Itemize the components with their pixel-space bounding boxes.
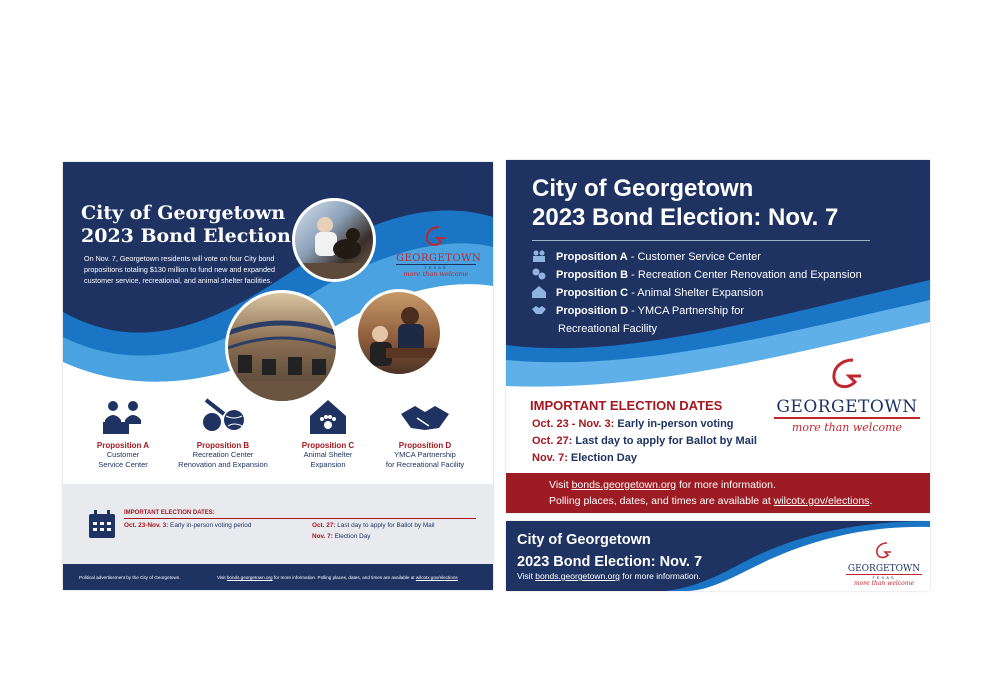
flyer-title-line1: City of Georgetown: [81, 202, 286, 224]
bond-election-banner: [506, 521, 930, 591]
calendar-icon: [88, 510, 118, 540]
footer-wilcotx-link[interactable]: wilcotx.gov/elections: [415, 575, 458, 580]
flyer-footer: [63, 564, 493, 590]
flyer-footer-disclaimer: Political advertisement by the City of Georgetown.: [79, 575, 181, 580]
proposition-d-line1: YMCA Partnership: [394, 450, 456, 459]
person-with-dog-image: [295, 201, 373, 279]
card-date-3: [532, 452, 637, 464]
date-3-key: Nov. 7:: [312, 533, 333, 540]
card-prop-c: [532, 284, 763, 302]
people-desk-icon: [83, 398, 163, 436]
banner-bonds-link[interactable]: bonds.georgetown.org: [535, 571, 620, 581]
card-date-3-text: Election Day: [567, 452, 637, 464]
date-2-key: Oct. 27:: [312, 522, 336, 529]
people-icon: [532, 250, 546, 262]
balls-icon: [532, 268, 546, 280]
card-info2-post: .: [869, 495, 873, 507]
card-title-line1: City of Georgetown: [532, 175, 754, 202]
proposition-b-title: Proposition B: [196, 441, 250, 450]
card-prop-a: [532, 248, 761, 266]
proposition-c: [291, 398, 365, 470]
card-date-2: [532, 435, 757, 447]
proposition-a-title: Proposition A: [96, 441, 150, 450]
flyer-date-3: [312, 533, 371, 540]
proposition-d: [373, 398, 477, 470]
gym-interior-image: [228, 293, 336, 401]
card-info-line2: [549, 493, 872, 509]
card-prop-a-text: - Customer Service Center: [627, 251, 761, 263]
paw-house-icon: [291, 398, 365, 436]
flyer-footer-visit: [217, 575, 458, 580]
card-prop-b: [532, 266, 862, 284]
card-prop-b-key: Proposition B: [556, 269, 629, 281]
card-title-rule: [532, 240, 870, 241]
handshake-icon: [532, 304, 546, 316]
georgetown-g-logo-icon: [872, 541, 896, 559]
banner-logo-wordmark: GEORGETOWN: [847, 564, 921, 574]
card-title: [532, 174, 912, 232]
banner-visit-text: [517, 571, 701, 581]
banner-title: [517, 529, 702, 573]
date-1-key: Oct. 23-Nov. 3:: [124, 522, 169, 529]
handshake-icon: [373, 398, 477, 436]
logo-tagline: more than welcome: [403, 270, 469, 278]
card-prop-d-key: Proposition D: [556, 305, 629, 317]
card-bonds-link[interactable]: bonds.georgetown.org: [571, 479, 677, 491]
date-2-text: Last day to apply for Ballot by Mail: [335, 522, 435, 529]
flyer-date-1: [124, 522, 251, 529]
flyer-date-2: [312, 522, 435, 529]
card-date-1-key: Oct. 23 - Nov. 3:: [532, 418, 615, 430]
card-prop-c-key: Proposition C: [556, 287, 629, 299]
proposition-a: [83, 398, 163, 470]
dates-divider: [124, 518, 476, 519]
photo-animal-shelter: [292, 198, 376, 282]
card-prop-a-key: Proposition A: [556, 251, 628, 263]
bond-election-card: [506, 160, 930, 513]
flyer-georgetown-logo: [396, 224, 482, 278]
card-title-line2: 2023 Bond Election: Nov. 7: [532, 204, 839, 231]
card-date-2-key: Oct. 27:: [532, 435, 573, 447]
house-icon: [532, 286, 546, 298]
proposition-c-line2: Expansion: [310, 460, 346, 469]
flyer-title-line2: 2023 Bond Election: [81, 225, 291, 247]
bond-election-flyer: [63, 162, 493, 590]
card-date-2-text: Last day to apply for Ballot by Mail: [572, 435, 757, 447]
georgetown-g-logo-icon: [421, 224, 451, 248]
card-prop-c-text: - Animal Shelter Expansion: [628, 287, 764, 299]
proposition-d-title: Proposition D: [398, 441, 452, 450]
flyer-dates-heading: IMPORTANT ELECTION DATES:: [124, 510, 215, 516]
card-prop-d-line2: Recreational Facility: [558, 323, 658, 335]
banner-title-line2: 2023 Bond Election: Nov. 7: [517, 554, 703, 570]
date-1-text: Early in-person voting period: [168, 522, 252, 529]
card-georgetown-logo: [774, 356, 920, 434]
proposition-b: [168, 394, 278, 470]
banner-visit-post: for more information.: [619, 571, 701, 581]
proposition-d-line2: for Recreational Facility: [385, 460, 465, 469]
photo-recreation-center: [225, 290, 339, 404]
proposition-b-line2: Renovation and Expansion: [178, 460, 268, 469]
card-info-post: for more information.: [676, 479, 776, 491]
card-date-1: [532, 418, 734, 430]
logo-state: TEXAS: [424, 265, 448, 270]
card-logo-tagline: more than welcome: [791, 421, 903, 434]
proposition-a-line2: Service Center: [98, 460, 148, 469]
card-date-1-text: Early in-person voting: [614, 418, 734, 430]
card-info-pre: Visit: [549, 479, 572, 491]
georgetown-g-logo-icon: [825, 356, 869, 392]
card-dates-heading: IMPORTANT ELECTION DATES: [530, 398, 723, 413]
proposition-c-line1: Animal Shelter: [303, 450, 353, 459]
card-prop-d-text: - YMCA Partnership for: [628, 305, 745, 317]
flyer-dates-panel: [63, 484, 493, 564]
flyer-intro-text: On Nov. 7, Georgetown residents will vote on four City bond propositions totaling $130 million to fund new and expanded customer service, recreational, and animal shelter facilities.: [84, 254, 276, 285]
card-prop-d: [532, 302, 744, 320]
banner-visit-pre: Visit: [517, 571, 536, 581]
card-info-line1: [549, 477, 776, 493]
service-desk-image: [358, 292, 440, 374]
card-info2-pre: Polling places, dates, and times are available at: [549, 495, 774, 507]
banner-title-line1: City of Georgetown: [517, 532, 651, 548]
banner-logo-state: TEXAS: [872, 575, 896, 580]
card-wilcotx-link[interactable]: wilcotx.gov/elections: [773, 495, 870, 507]
logo-wordmark: GEORGETOWN: [396, 253, 482, 264]
footer-visit-mid: for more information. Polling places, dates, and times are available at: [272, 575, 416, 580]
flyer-title: [81, 202, 296, 248]
banner-georgetown-logo: [846, 541, 922, 587]
sports-balls-icon: [168, 394, 278, 436]
photo-customer-service: [355, 289, 443, 377]
card-logo-wordmark: GEORGETOWN: [774, 397, 920, 419]
card-info-bar: [506, 473, 930, 513]
date-3-text: Election Day: [332, 533, 371, 540]
proposition-a-line1: Customer: [106, 450, 140, 459]
proposition-c-title: Proposition C: [301, 441, 355, 450]
footer-visit-pre: Visit: [217, 575, 227, 580]
footer-bonds-link[interactable]: bonds.georgetown.org: [226, 575, 273, 580]
card-prop-b-text: - Recreation Center Renovation and Expansion: [628, 269, 862, 281]
banner-logo-tagline: more than welcome: [853, 580, 915, 587]
card-date-3-key: Nov. 7:: [532, 452, 568, 464]
proposition-b-line1: Recreation Center: [192, 450, 254, 459]
